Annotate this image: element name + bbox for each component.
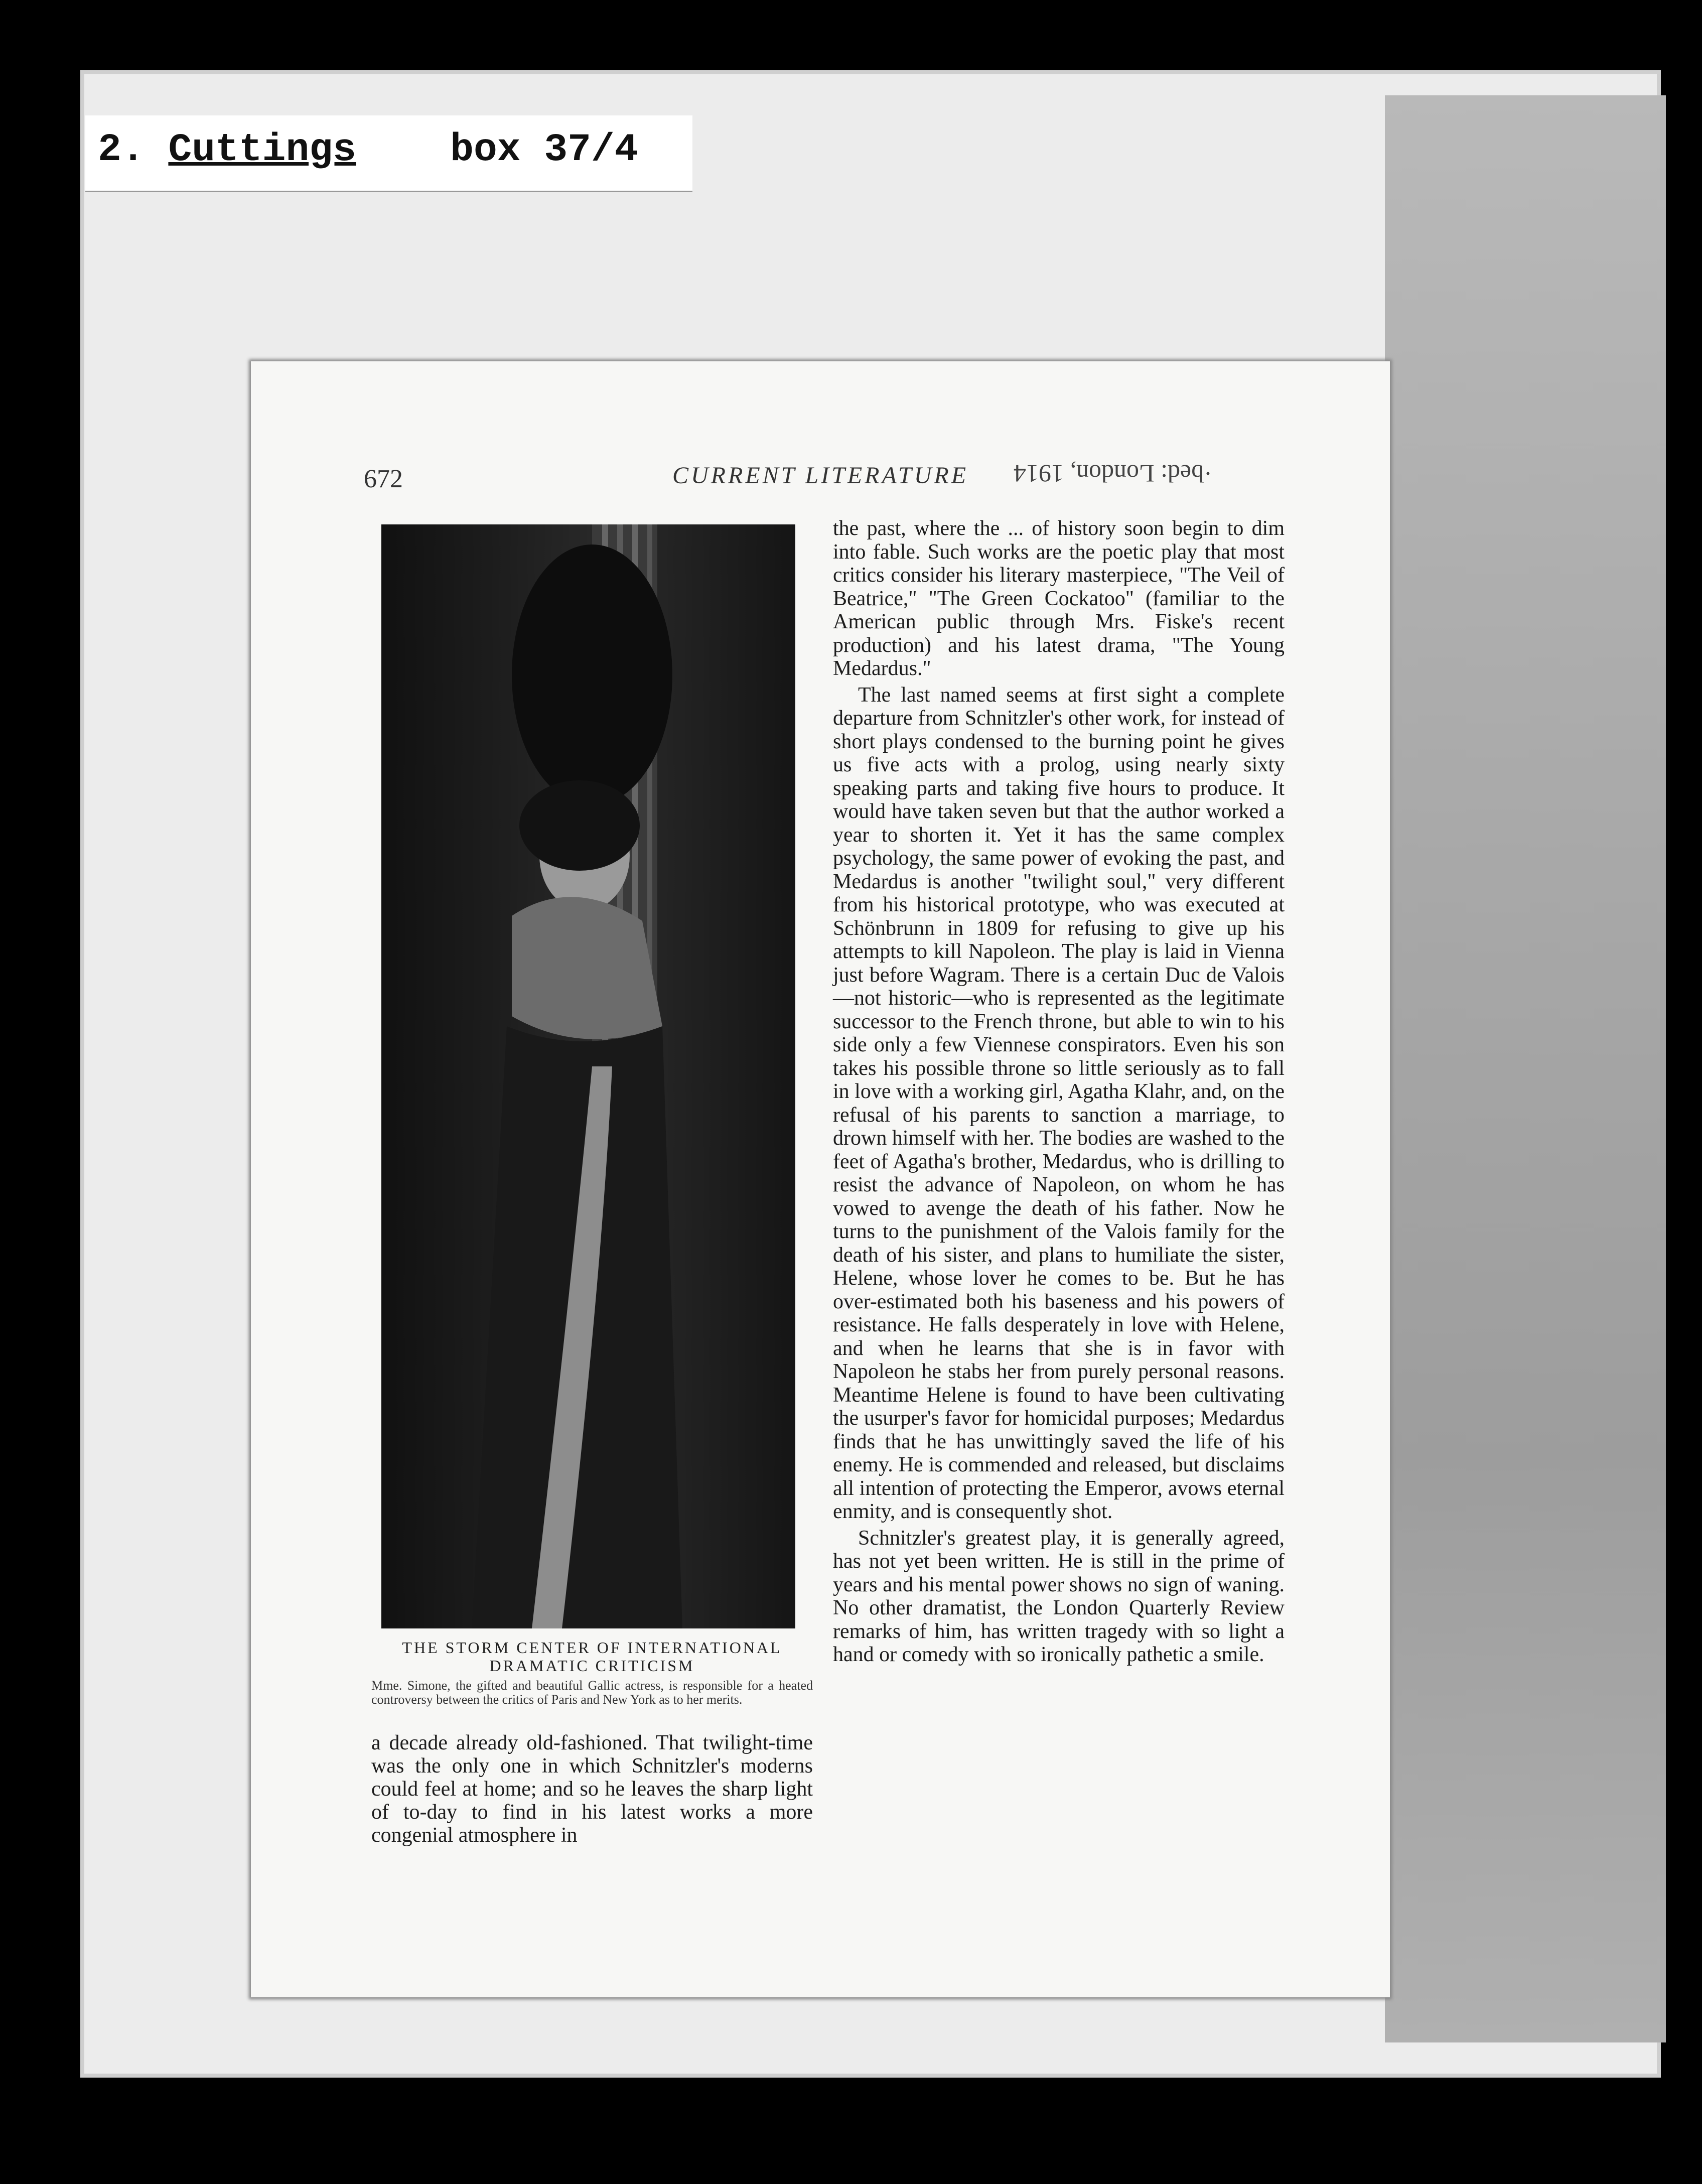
article-right-column	[833, 517, 1285, 1670]
article-paragraph: Schnitzler's greatest play, it is generally agreed, has not yet been written. He is still in the prime of years and his mental power shows no sign of waning. No other dramatist, the London Quarterly Review remarks of him, has written tragedy with so light a hand or comedy with so ironically pathetic a smile.	[833, 1526, 1285, 1666]
photo-caption-body: Mme. Simone, the gifted and beautiful Gallic actress, is responsible for a heated controversy between the critics of Paris and New York as to her merits.	[371, 1678, 813, 1707]
article-paragraph: The last named seems at first sight a complete departure from Schnitzler's other work, for instead of short plays condensed to the burning point he gives us five acts with a prolog, using nearly sixty speaking parts and taking five hours to produce. It would have taken seven but that the author worked a year to shorten it. Yet it has the same complex psychology, the same power of evoking the past, and Medardus is another "twilight soul," very different from his historical prototype, who was executed at Schönbrunn in 1809 for refusing to give up his attempts to kill Napoleon. The play is laid in Vienna just before Wagram. There is a certain Duc de Valois—not historic—who is represented as the legitimate successor to the French throne, but able to win to his side only a few Viennese conspirators. Even his son takes his possible throne so little seriously as to fall in love with a working girl, Agatha Klahr, and, on the refusal of his parents to sanction a marriage, to drown himself with her. The bodies are washed to the feet of Agatha's brother, Medardus, who is drilling to resist the advance of Napoleon, on whom he has vowed to avenge the death of his father. Now he turns to the punishment of the Valois family for the death of his sister, and plans to humiliate the sister, Helene, whose lover he comes to be. But he has over-estimated both his baseness and his powers of resistance. He falls desperately in love with Helene, and when he learns that she is in favor with Napoleon he stabs her from purely personal reasons. Meantime Helene is found to have been cultivating the usurper's favor for homicidal purposes; Medardus finds that he has unwittingly saved the life of his enemy. He is commended and released, but disclaims all intention of protecting the Emperor, avows eternal enmity, and is consequently shot.	[833, 683, 1285, 1523]
newspaper-clipping	[251, 361, 1390, 1997]
running-head: CURRENT LITERATURE	[672, 462, 969, 489]
portrait-figure-image	[381, 524, 795, 1628]
archive-label	[85, 115, 692, 192]
ink-stamp: ·bed: London, 1914	[1014, 460, 1212, 488]
label-box-number: box 37/4	[450, 128, 638, 172]
photo-caption-title: THE STORM CENTER OF INTERNATIONAL DRAMATIC CRITICISM	[402, 1639, 782, 1675]
article-paragraph: the past, where the ... of history soon begin to dim into fable. Such works are the poetic play that most critics consider his literary masterpiece, "The Veil of Beatrice," "The Green Cockatoo" (familiar to the American public through Mrs. Fiske's recent production) and his latest drama, "The Young Medardus."	[833, 517, 1285, 680]
label-title: Cuttings	[168, 128, 356, 172]
page-number: 672	[364, 465, 403, 493]
backing-board	[1385, 95, 1666, 2042]
label-number: 2.	[98, 128, 145, 172]
article-left-column: a decade already old-fashioned. That twilight-time was the only one in which Schnitzler's moderns could feel at home; and so he leaves the sharp light of to-day to find in his latest works a more congenial atmosphere in	[371, 1731, 813, 1847]
portrait-photo	[381, 524, 795, 1628]
archive-label-text	[98, 128, 638, 172]
